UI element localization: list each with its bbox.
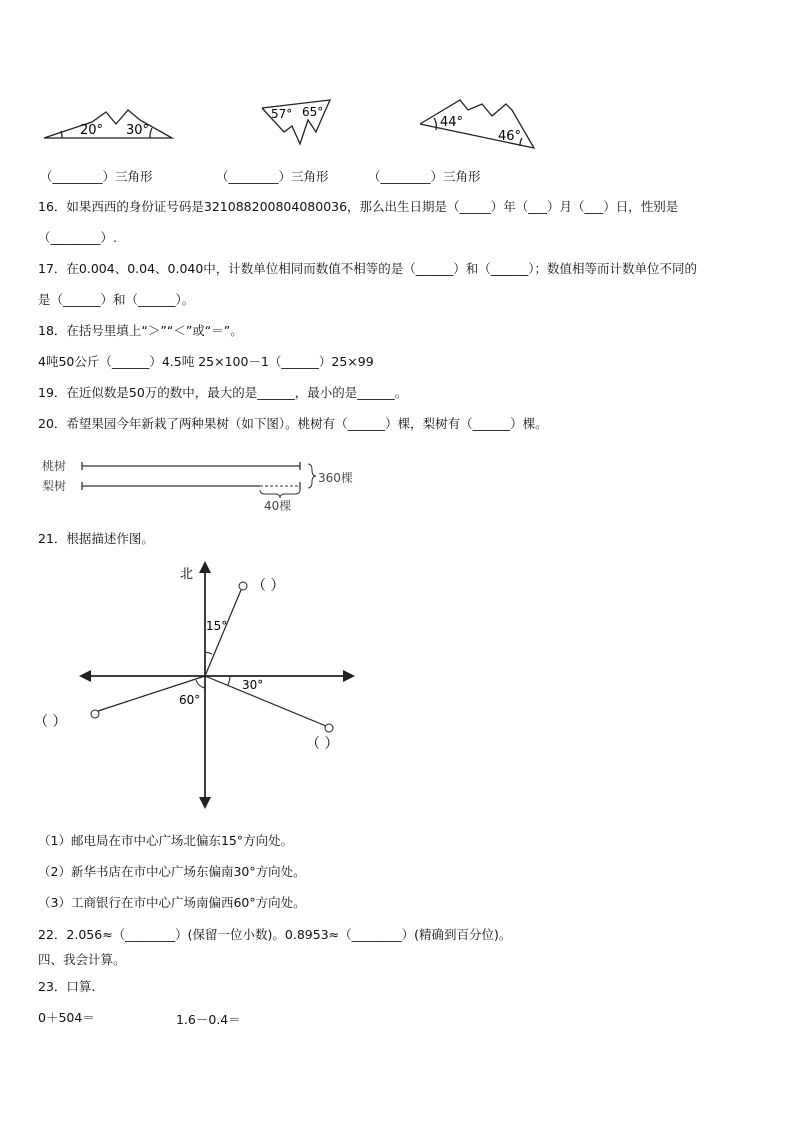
triangle-1 bbox=[44, 110, 172, 138]
q16-line2: （________）. bbox=[38, 230, 117, 245]
t3-angle1: 44° bbox=[440, 115, 464, 130]
triangle-answer-3[interactable]: （________）三角形 bbox=[368, 169, 481, 184]
q23-expr1: 0＋504＝ bbox=[38, 1010, 95, 1025]
svg-text:360棵: 360棵 bbox=[318, 471, 353, 485]
svg-text:桃树: 桃树 bbox=[42, 459, 67, 473]
q21-item2: （2）新华书店在市中心广场东偏南30°方向处。 bbox=[38, 864, 306, 879]
svg-text:（ ）: （ ） bbox=[34, 714, 67, 730]
t1-angle2: 30° bbox=[126, 123, 150, 138]
q16-line1: 16．如果西西的身份证号码是321088200804080036，那么出生日期是（_____）年（___）月（___）日，性别是 bbox=[38, 199, 679, 214]
q17-line2: 是（______）和（______）。 bbox=[38, 292, 195, 307]
q22-line1: 22．2.056≈（________）(保留一位小数)。0.8953≈（________）(精确到百分位)。 bbox=[38, 927, 512, 942]
q23-expr2: 1.6－0.4＝ bbox=[176, 1012, 241, 1027]
q23-line1: 23．口算. bbox=[38, 979, 96, 994]
q19-line1: 19．在近似数是50万的数中，最大的是______，最小的是______。 bbox=[38, 385, 408, 400]
q21-item3: （3）工商银行在市中心广场南偏西60°方向处。 bbox=[38, 895, 306, 910]
t2-angle2: 65° bbox=[302, 105, 324, 119]
t2-angle1: 57° bbox=[271, 107, 293, 121]
svg-text:30°: 30° bbox=[242, 678, 264, 692]
q18-line2: 4吨50公斤（______）4.5吨 25×100－1（______）25×99 bbox=[38, 354, 374, 369]
svg-text:60°: 60° bbox=[179, 693, 201, 707]
svg-text:北: 北 bbox=[180, 567, 194, 582]
t3-angle2: 46° bbox=[498, 129, 522, 144]
q17-line1: 17．在0.004、0.04、0.040中，计数单位相同而数值不相等的是（______）和（______）；数值相等而计数单位不同的 bbox=[38, 261, 698, 276]
triangle-answer-2[interactable]: （________）三角形 bbox=[216, 169, 329, 184]
triangle-answer-1[interactable]: （________）三角形 bbox=[40, 169, 153, 184]
svg-text:15°: 15° bbox=[206, 619, 228, 633]
t1-angle1: 20° bbox=[80, 123, 104, 138]
q20-diagram bbox=[38, 452, 368, 518]
q18-line1: 18．在括号里填上“＞”“＜”或“＝”。 bbox=[38, 323, 243, 338]
q21-compass-diagram bbox=[30, 556, 380, 816]
q21-line1: 21．根据描述作图。 bbox=[38, 531, 154, 546]
section4-title: 四、我会计算。 bbox=[38, 952, 126, 967]
triangle-figures bbox=[0, 0, 794, 160]
svg-text:（ ）: （ ） bbox=[306, 736, 339, 752]
q20-line1: 20．希望果园今年新栽了两种果树（如下图）。桃树有（______）棵，梨树有（______）棵。 bbox=[38, 416, 548, 431]
svg-text:40棵: 40棵 bbox=[264, 499, 292, 513]
svg-text:（ ）: （ ） bbox=[252, 578, 285, 594]
svg-text:梨树: 梨树 bbox=[42, 479, 67, 493]
q21-item1: （1）邮电局在市中心广场北偏东15°方向处。 bbox=[38, 833, 294, 848]
